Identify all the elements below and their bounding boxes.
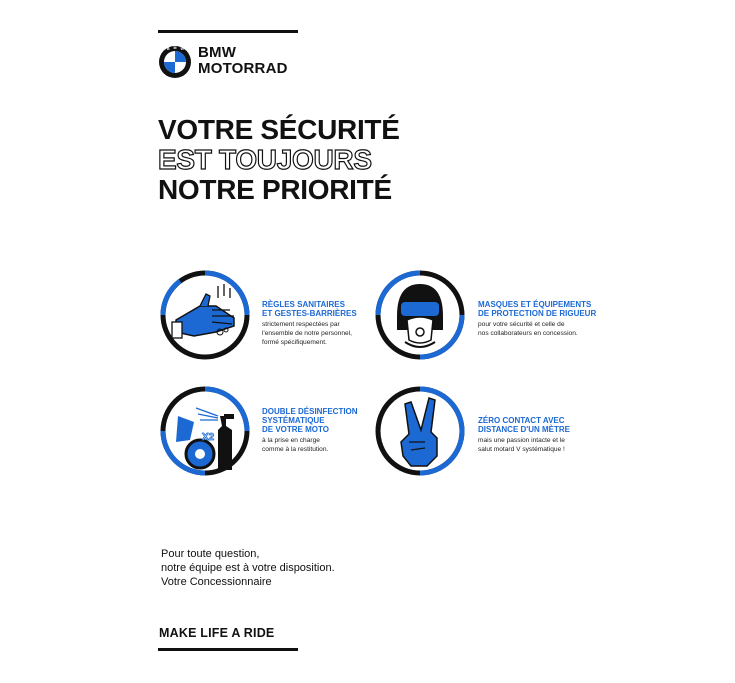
item4-desc-line1: mais une passion intacte et le	[478, 437, 565, 444]
item1-desc-line1: strictement respectées par	[262, 321, 340, 328]
headline	[158, 115, 400, 205]
contact-line3: Votre Concessionnaire	[161, 576, 272, 588]
item1-title-line1: RÈGLES SANITAIRES	[262, 300, 345, 309]
headline-line2: EST TOUJOURS	[158, 144, 372, 175]
helmet-mask-icon	[375, 270, 465, 360]
item1-title-line2: ET GESTES-BARRIÈRES	[262, 309, 357, 318]
tagline: MAKE LIFE A RIDE	[159, 626, 275, 640]
item3-title-line2: SYSTÉMATIQUE	[262, 416, 325, 425]
contact-line1: Pour toute question,	[161, 548, 260, 560]
item3-desc-line2: comme à la restitution.	[262, 446, 329, 453]
svg-text:M: M	[173, 46, 177, 51]
hand-washing-icon	[160, 270, 250, 360]
svg-text:W: W	[180, 47, 184, 52]
headline-line3: NOTRE PRIORITÉ	[158, 174, 392, 205]
headline-line1: VOTRE SÉCURITÉ	[158, 114, 400, 145]
top-divider	[158, 30, 298, 33]
item2-desc-line2: nos collaborateurs en concession.	[478, 330, 578, 337]
contact-info	[161, 547, 335, 589]
item2-desc-line1: pour votre sécurité et celle de	[478, 321, 565, 328]
contact-line2: notre équipe est à votre disposition.	[161, 562, 335, 574]
x2-label: X2	[202, 432, 215, 443]
item4-title-line2: DISTANCE D'UN MÈTRE	[478, 425, 570, 434]
item1-desc-line2: l'ensemble de notre personnel,	[262, 330, 352, 337]
brand-line1: BMW	[198, 44, 237, 61]
item3-title-line3: DE VOTRE MOTO	[262, 425, 329, 434]
item2-title-line2: DE PROTECTION DE RIGUEUR	[478, 309, 597, 318]
item3-desc-line1: à la prise en charge	[262, 437, 320, 444]
spray-motorcycle-icon	[160, 386, 250, 476]
item2-title-line1: MASQUES ET ÉQUIPEMENTS	[478, 300, 592, 309]
bottom-divider	[158, 648, 298, 651]
item4-title-line1: ZÉRO CONTACT AVEC	[478, 416, 565, 425]
v-sign-hand-icon	[375, 386, 465, 476]
item3-title-line1: DOUBLE DÉSINFECTION	[262, 407, 358, 416]
svg-text:B: B	[167, 47, 170, 52]
item1-desc-line3: formé spécifiquement.	[262, 339, 327, 346]
brand-name	[198, 45, 288, 77]
item4-desc-line2: salut motard V systématique !	[478, 446, 565, 453]
bmw-roundel-icon	[158, 45, 192, 79]
brand-line2: MOTORRAD	[198, 60, 288, 77]
